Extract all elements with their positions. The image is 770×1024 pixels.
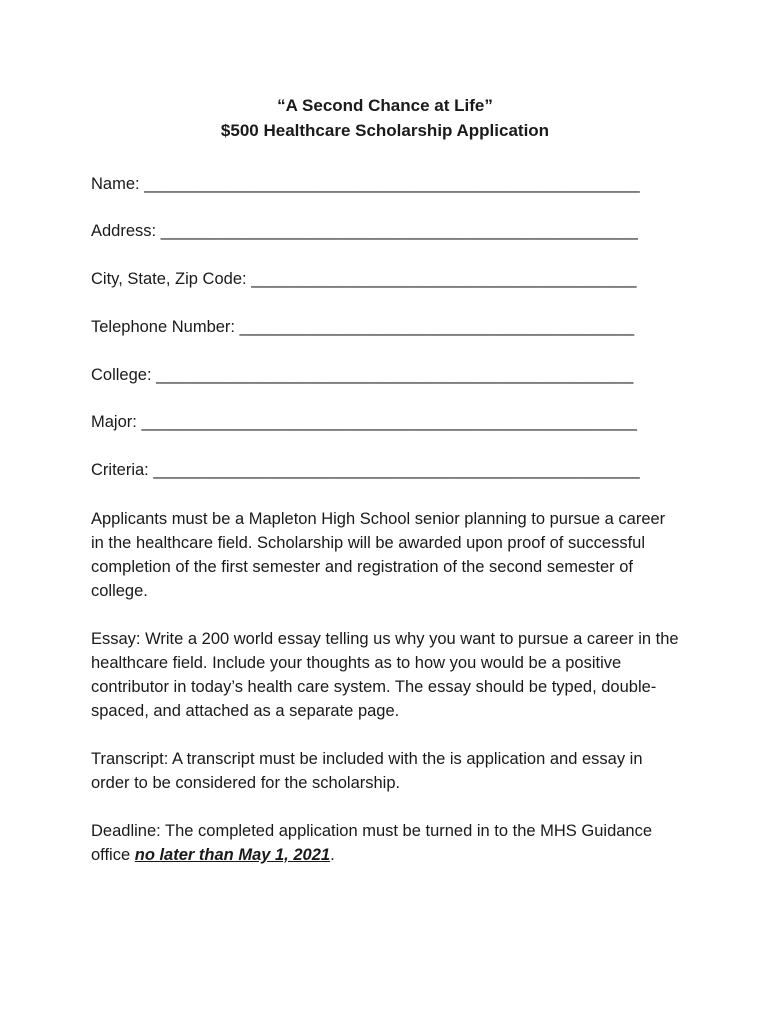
major-label: Major: bbox=[91, 413, 142, 431]
criteria-field[interactable] bbox=[91, 459, 681, 481]
address-field[interactable] bbox=[91, 220, 681, 242]
college-blank[interactable]: ____________________________________________________ bbox=[156, 366, 634, 384]
deadline-period: . bbox=[330, 846, 335, 864]
major-blank[interactable]: ______________________________________________________ bbox=[141, 413, 637, 431]
address-blank[interactable]: ____________________________________________________ bbox=[160, 222, 638, 240]
city-state-zip-label: City, State, Zip Code: bbox=[91, 270, 252, 288]
deadline-date: no later than May 1, 2021 bbox=[134, 846, 331, 864]
city-state-zip-field[interactable] bbox=[91, 268, 681, 290]
major-field[interactable] bbox=[91, 411, 681, 433]
criteria-label: Criteria: bbox=[91, 461, 154, 479]
telephone-blank[interactable]: ___________________________________________ bbox=[239, 318, 635, 336]
eligibility-paragraph: Applicants must be a Mapleton High School senior planning to pursue a career in the healthcare field. Scholarship will be awarded upon proof of successful completion of the first semester and registration of the second semester of college. bbox=[91, 510, 666, 600]
telephone-label: Telephone Number: bbox=[91, 318, 240, 336]
college-field[interactable] bbox=[91, 364, 681, 386]
essay-paragraph: Essay: Write a 200 world essay telling us why you want to pursue a career in the healthcare field. Include your thoughts as to how you would be a positive contributor in today’s health care system. The essay should be typed, double-spaced, and attached as a separate page. bbox=[91, 630, 679, 720]
criteria-blank[interactable]: _____________________________________________________ bbox=[153, 461, 640, 479]
name-label: Name: bbox=[91, 175, 145, 193]
name-blank[interactable]: ______________________________________________________ bbox=[144, 175, 640, 193]
telephone-field[interactable] bbox=[91, 316, 681, 338]
city-state-zip-blank[interactable]: __________________________________________ bbox=[251, 270, 637, 288]
address-label: Address: bbox=[91, 222, 161, 240]
college-label: College: bbox=[91, 366, 157, 384]
title-line-2: $500 Healthcare Scholarship Application bbox=[220, 121, 550, 140]
document-title bbox=[0, 93, 770, 143]
deadline-text: Deadline: The completed application must be turned in to the MHS Guidance office bbox=[91, 822, 653, 864]
name-field[interactable] bbox=[91, 173, 681, 195]
title-line-1: “A Second Chance at Life” bbox=[277, 96, 493, 115]
deadline-paragraph bbox=[91, 819, 681, 867]
transcript-paragraph: Transcript: A transcript must be included with the is application and essay in order to be considered for the scholarship. bbox=[91, 750, 643, 792]
